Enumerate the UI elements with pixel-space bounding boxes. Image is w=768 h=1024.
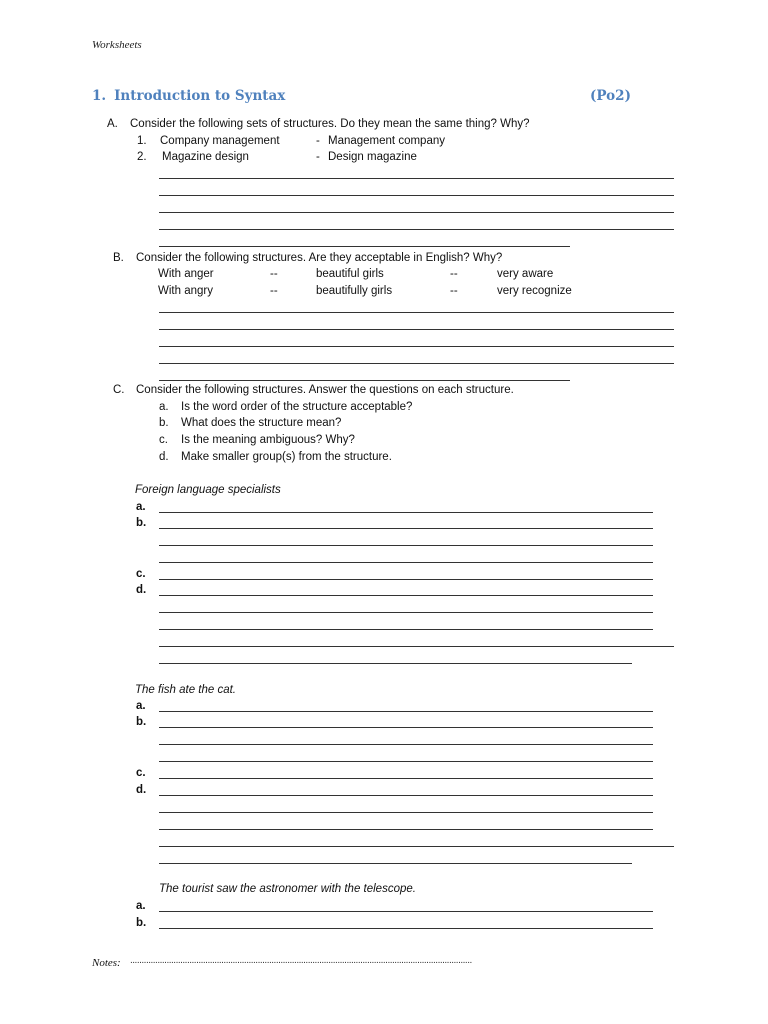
answer-line[interactable] — [159, 195, 674, 196]
answer-line[interactable] — [159, 246, 570, 247]
answer-line[interactable] — [159, 363, 674, 364]
section-a-item-2-left: Magazine design — [162, 151, 249, 163]
answer-letter: b. — [136, 517, 147, 529]
section-c-label: C. — [113, 384, 125, 396]
answer-line[interactable] — [159, 629, 653, 630]
answer-letter: a. — [136, 700, 146, 712]
section-b-row-1-c1: With anger — [158, 268, 214, 280]
notes-dots[interactable]: ...................................................................................................................................................... — [130, 955, 472, 966]
answer-letter: b. — [136, 716, 147, 728]
question-letter: c. — [159, 434, 168, 446]
answer-line[interactable] — [159, 911, 653, 912]
answer-letter: b. — [136, 917, 147, 929]
answer-line[interactable] — [159, 329, 674, 330]
section-title-text: Introduction to Syntax — [114, 88, 286, 104]
answer-letter: d. — [136, 784, 147, 796]
answer-line[interactable] — [159, 829, 653, 830]
section-b-row-2-c4: -- — [450, 285, 458, 297]
structure-3-text: The tourist saw the astronomer with the telescope. — [159, 883, 416, 895]
section-b-row-1-c4: -- — [450, 268, 458, 280]
section-a-label: A. — [107, 118, 118, 130]
answer-line[interactable] — [159, 528, 653, 529]
answer-letter: d. — [136, 584, 147, 596]
section-a-item-1-left: Company management — [160, 135, 280, 147]
notes-label: Notes: — [92, 957, 121, 969]
answer-line[interactable] — [159, 545, 653, 546]
section-a-item-2-right: Design magazine — [328, 151, 417, 163]
answer-line[interactable] — [159, 612, 653, 613]
answer-line[interactable] — [159, 744, 653, 745]
section-a-item-2-num: 2. — [137, 151, 147, 163]
question-letter: d. — [159, 451, 169, 463]
section-b-row-1-c5: very aware — [497, 268, 554, 280]
answer-line[interactable] — [159, 346, 674, 347]
section-title — [92, 88, 285, 104]
question-text: Is the meaning ambiguous? Why? — [181, 434, 355, 446]
structure-1-text: Foreign language specialists — [135, 484, 281, 496]
answer-letter: c. — [136, 767, 146, 779]
question-letter: a. — [159, 401, 169, 413]
section-b-row-1-c2: -- — [270, 268, 278, 280]
answer-line[interactable] — [159, 562, 653, 563]
answer-letter: c. — [136, 568, 146, 580]
section-b-row-1-c3: beautiful girls — [316, 268, 384, 280]
section-b-row-2-c5: very recognize — [497, 285, 572, 297]
answer-line[interactable] — [159, 595, 653, 596]
section-b-row-2-c2: -- — [270, 285, 278, 297]
answer-line[interactable] — [159, 795, 653, 796]
question-text: Is the word order of the structure acceptable? — [181, 401, 413, 413]
section-code: (Po2) — [590, 88, 631, 104]
section-b-prompt: Consider the following structures. Are they acceptable in English? Why? — [136, 252, 503, 264]
answer-line[interactable] — [159, 178, 674, 179]
answer-line[interactable] — [159, 646, 674, 647]
answer-line[interactable] — [159, 229, 674, 230]
section-b-row-2-c1: With angry — [158, 285, 213, 297]
section-a-prompt: Consider the following sets of structures. Do they mean the same thing? Why? — [130, 118, 530, 130]
answer-line[interactable] — [159, 928, 653, 929]
answer-line[interactable] — [159, 863, 632, 864]
answer-line[interactable] — [159, 727, 653, 728]
answer-line[interactable] — [159, 778, 653, 779]
answer-line[interactable] — [159, 312, 674, 313]
section-a-item-1-dash: - — [316, 135, 320, 147]
answer-line[interactable] — [159, 512, 653, 513]
answer-line[interactable] — [159, 761, 653, 762]
answer-line[interactable] — [159, 663, 632, 664]
section-number: 1. — [92, 88, 107, 104]
answer-line[interactable] — [159, 711, 653, 712]
answer-line[interactable] — [159, 380, 570, 381]
answer-line[interactable] — [159, 812, 653, 813]
answer-letter: a. — [136, 900, 146, 912]
question-text: Make smaller group(s) from the structure. — [181, 451, 392, 463]
section-a-item-2-dash: - — [316, 151, 320, 163]
section-b-row-2-c3: beautifully girls — [316, 285, 393, 297]
answer-line[interactable] — [159, 212, 674, 213]
question-letter: b. — [159, 417, 169, 429]
question-text: What does the structure mean? — [181, 417, 342, 429]
section-a-item-1-num: 1. — [137, 135, 147, 147]
answer-letter: a. — [136, 501, 146, 513]
section-a-item-1-right: Management company — [328, 135, 445, 147]
structure-2-text: The fish ate the cat. — [135, 684, 237, 696]
answer-line[interactable] — [159, 579, 653, 580]
running-header: Worksheets — [92, 39, 142, 51]
answer-line[interactable] — [159, 846, 674, 847]
section-b-label: B. — [113, 252, 124, 264]
section-c-prompt: Consider the following structures. Answer the questions on each structure. — [136, 384, 514, 396]
